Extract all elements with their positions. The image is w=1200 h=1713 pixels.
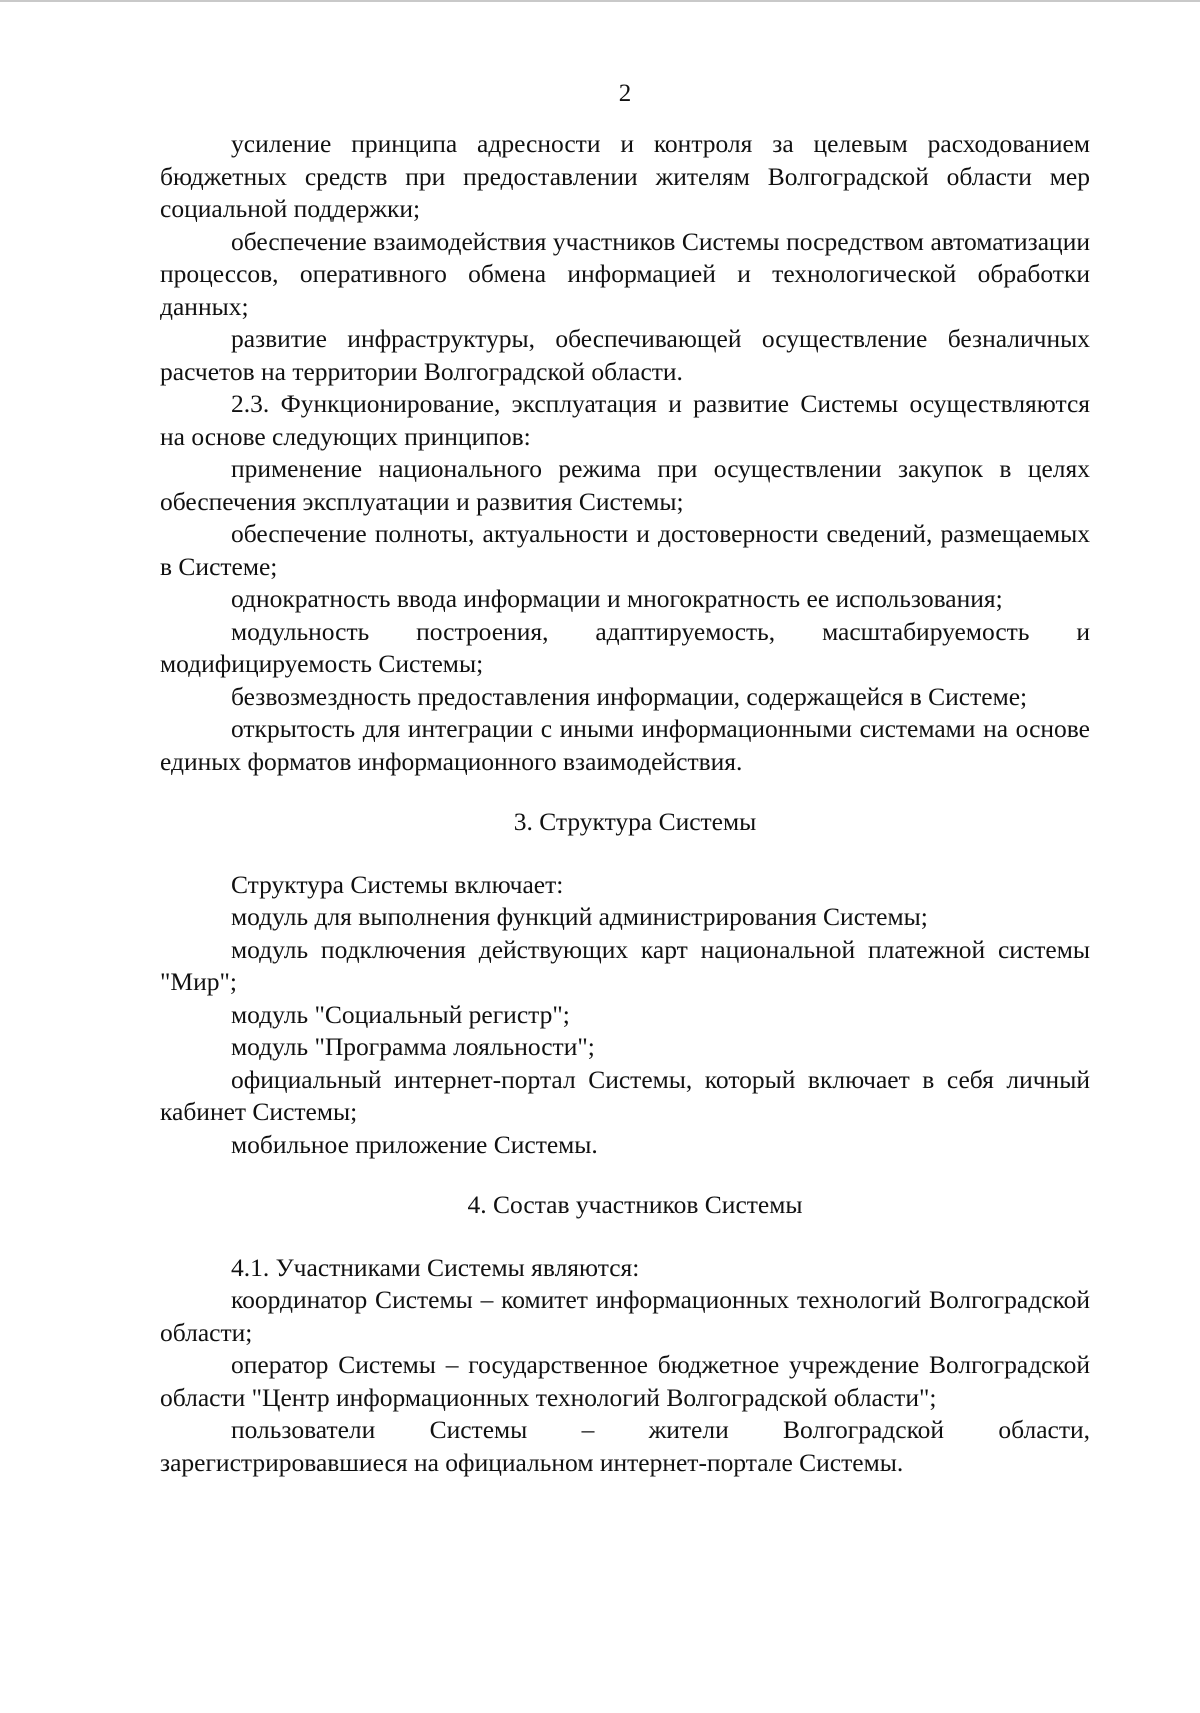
paragraph: усиление принципа адресности и контроля за целевым расходованием бюджетных средств при предоставлении жителям Волгоградской области мер социальной поддержки; bbox=[160, 129, 1090, 223]
scan-edge bbox=[0, 0, 1200, 2]
paragraph: открытость для интеграции с иными информационными системами на основе единых форматов информационного взаимодействия. bbox=[160, 714, 1090, 776]
paragraph: модуль "Социальный регистр"; bbox=[231, 999, 570, 1029]
paragraph: 2.3. Функционирование, эксплуатация и развитие Системы осуществляются на основе следующих принципов: bbox=[160, 389, 1090, 451]
paragraph: применение национального режима при осуществлении закупок в целях обеспечения эксплуатации и развития Системы; bbox=[160, 454, 1090, 516]
paragraph: обеспечение взаимодействия участников Системы посредством автоматизации процессов, оперативного обмена информацией и технологической обработки данных; bbox=[160, 226, 1090, 321]
paragraph: 4.1. Участниками Системы являются: bbox=[231, 1252, 640, 1282]
paragraph: официальный интернет-портал Системы, который включает в себя личный кабинет Системы; bbox=[160, 1064, 1090, 1126]
paragraph: развитие инфраструктуры, обеспечивающей осуществление безналичных расчетов на территории Волгоградской области. bbox=[160, 324, 1090, 386]
section-heading: 3. Структура Системы bbox=[513, 807, 757, 836]
document-body bbox=[160, 128, 1090, 1479]
section-heading: 4. Состав участников Системы bbox=[467, 1190, 803, 1219]
paragraph: модуль подключения действующих карт национальной платежной системы "Мир"; bbox=[160, 934, 1090, 996]
paragraph: Структура Системы включает: bbox=[231, 869, 564, 899]
paragraph: обеспечение полноты, актуальности и достоверности сведений, размещаемых в Системе; bbox=[160, 519, 1090, 581]
paragraph: мобильное приложение Системы. bbox=[231, 1129, 598, 1159]
paragraph: координатор Системы – комитет информационных технологий Волгоградской области; bbox=[160, 1285, 1090, 1347]
paragraph: безвозмездность предоставления информации, содержащейся в Системе; bbox=[231, 681, 1028, 711]
paragraph: однократность ввода информации и многократность ее использования; bbox=[231, 584, 1003, 613]
paragraph: модуль "Программа лояльности"; bbox=[231, 1032, 595, 1061]
paragraph: оператор Системы – государственное бюджетное учреждение Волгоградской области "Центр информационных технологий Волгоградской области"; bbox=[160, 1350, 1090, 1412]
paragraph: модульность построения, адаптируемость, масштабируемость и модифицируемость Системы; bbox=[160, 616, 1090, 678]
paragraph: модуль для выполнения функций администрирования Системы; bbox=[231, 902, 928, 931]
page-number: 2 bbox=[618, 80, 632, 107]
paragraph: пользователи Системы – жители Волгоградской области, зарегистрировавшиеся на официальном интернет-портале Системы. bbox=[160, 1415, 1090, 1477]
